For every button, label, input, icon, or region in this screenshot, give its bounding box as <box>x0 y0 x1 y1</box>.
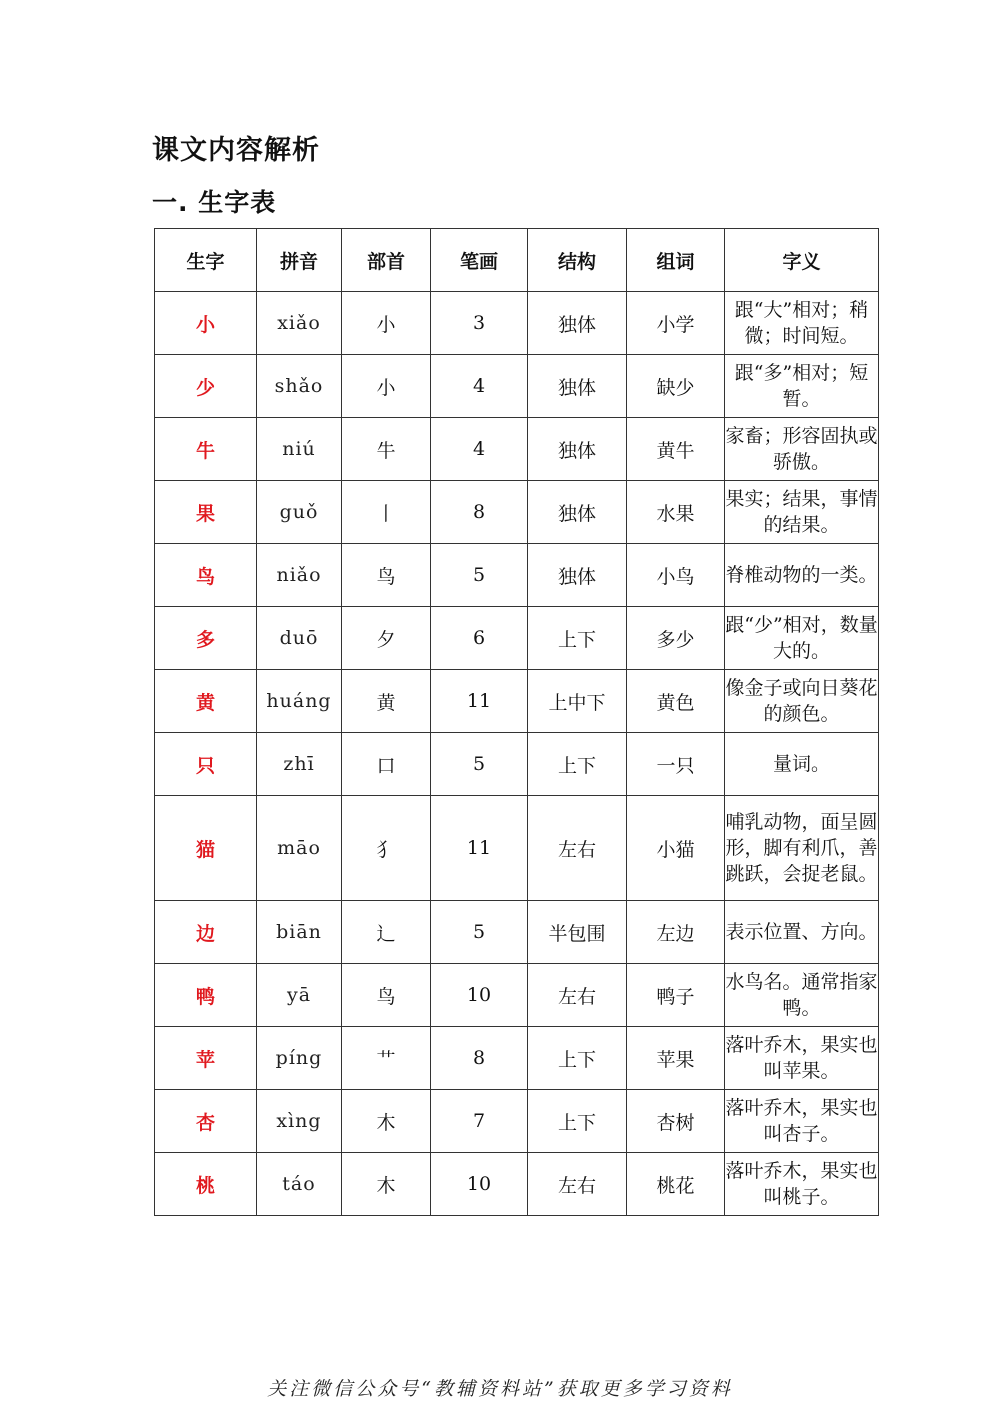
radical-cell: 艹 <box>342 1027 431 1090</box>
meaning-cell: 哺乳动物，面呈圆形，脚有利爪，善跳跃，会捉老鼠。 <box>725 796 879 901</box>
char-cell: 杏 <box>155 1090 257 1153</box>
strokes-cell: 8 <box>431 1027 528 1090</box>
strokes-cell: 7 <box>431 1090 528 1153</box>
char-cell: 少 <box>155 355 257 418</box>
radical-cell: 口 <box>342 733 431 796</box>
strokes-cell: 5 <box>431 901 528 964</box>
table-row <box>155 355 879 418</box>
word-cell: 多少 <box>627 607 725 670</box>
word-cell: 左边 <box>627 901 725 964</box>
strokes-cell: 5 <box>431 544 528 607</box>
footer-note: 关注微信公众号“教辅资料站”获取更多学习资料 <box>267 1378 733 1400</box>
word-cell: 一只 <box>627 733 725 796</box>
strokes-cell: 11 <box>431 796 528 901</box>
pinyin-cell: māo <box>257 796 342 901</box>
char-cell: 牛 <box>155 418 257 481</box>
char-cell: 鸭 <box>155 964 257 1027</box>
radical-cell: 丨 <box>342 481 431 544</box>
strokes-cell: 11 <box>431 670 528 733</box>
strokes-cell: 4 <box>431 418 528 481</box>
word-cell: 鸭子 <box>627 964 725 1027</box>
char-cell: 只 <box>155 733 257 796</box>
pinyin-cell: xìng <box>257 1090 342 1153</box>
table-row <box>155 481 879 544</box>
word-cell: 小鸟 <box>627 544 725 607</box>
header-char: 生字 <box>155 229 257 292</box>
radical-cell: 小 <box>342 292 431 355</box>
char-cell: 多 <box>155 607 257 670</box>
structure-cell: 左右 <box>528 796 627 901</box>
meaning-cell: 量词。 <box>725 733 879 796</box>
word-cell: 黄色 <box>627 670 725 733</box>
section-title: 一. 生字表 <box>152 188 277 217</box>
radical-cell: 鸟 <box>342 964 431 1027</box>
radical-cell: 木 <box>342 1090 431 1153</box>
word-cell: 小猫 <box>627 796 725 901</box>
header-pinyin: 拼音 <box>257 229 342 292</box>
strokes-cell: 4 <box>431 355 528 418</box>
char-cell: 猫 <box>155 796 257 901</box>
pinyin-cell: guǒ <box>257 481 342 544</box>
word-cell: 小学 <box>627 292 725 355</box>
table-row <box>155 418 879 481</box>
table-row <box>155 1090 879 1153</box>
meaning-cell: 像金子或向日葵花的颜色。 <box>725 670 879 733</box>
strokes-cell: 3 <box>431 292 528 355</box>
meaning-cell: 落叶乔木，果实也叫桃子。 <box>725 1153 879 1216</box>
pinyin-cell: táo <box>257 1153 342 1216</box>
word-cell: 缺少 <box>627 355 725 418</box>
table-row <box>155 796 879 901</box>
table-row <box>155 1153 879 1216</box>
structure-cell: 独体 <box>528 418 627 481</box>
table-row <box>155 733 879 796</box>
table-row <box>155 292 879 355</box>
word-cell: 桃花 <box>627 1153 725 1216</box>
char-cell: 黄 <box>155 670 257 733</box>
table-row <box>155 544 879 607</box>
header-strokes: 笔画 <box>431 229 528 292</box>
structure-cell: 上下 <box>528 733 627 796</box>
char-cell: 桃 <box>155 1153 257 1216</box>
structure-cell: 上下 <box>528 1090 627 1153</box>
header-word: 组词 <box>627 229 725 292</box>
pinyin-cell: biān <box>257 901 342 964</box>
structure-cell: 左右 <box>528 964 627 1027</box>
pinyin-cell: píng <box>257 1027 342 1090</box>
table-row <box>155 607 879 670</box>
meaning-cell: 果实；结果，事情的结果。 <box>725 481 879 544</box>
char-cell: 鸟 <box>155 544 257 607</box>
structure-cell: 独体 <box>528 355 627 418</box>
pinyin-cell: duō <box>257 607 342 670</box>
word-cell: 黄牛 <box>627 418 725 481</box>
structure-cell: 上下 <box>528 1027 627 1090</box>
radical-cell: 辶 <box>342 901 431 964</box>
char-cell: 小 <box>155 292 257 355</box>
structure-cell: 独体 <box>528 544 627 607</box>
character-table <box>154 228 879 1216</box>
strokes-cell: 6 <box>431 607 528 670</box>
char-cell: 苹 <box>155 1027 257 1090</box>
structure-cell: 上下 <box>528 607 627 670</box>
word-cell: 杏树 <box>627 1090 725 1153</box>
pinyin-cell: zhī <box>257 733 342 796</box>
structure-cell: 独体 <box>528 481 627 544</box>
char-cell: 果 <box>155 481 257 544</box>
radical-cell: 木 <box>342 1153 431 1216</box>
pinyin-cell: huáng <box>257 670 342 733</box>
page-title: 课文内容解析 <box>152 135 320 166</box>
table-row <box>155 1027 879 1090</box>
pinyin-cell: shǎo <box>257 355 342 418</box>
strokes-cell: 10 <box>431 1153 528 1216</box>
header-meaning: 字义 <box>725 229 879 292</box>
pinyin-cell: yā <box>257 964 342 1027</box>
structure-cell: 独体 <box>528 292 627 355</box>
radical-cell: 夕 <box>342 607 431 670</box>
strokes-cell: 10 <box>431 964 528 1027</box>
structure-cell: 左右 <box>528 1153 627 1216</box>
structure-cell: 半包围 <box>528 901 627 964</box>
meaning-cell: 跟“少”相对，数量大的。 <box>725 607 879 670</box>
header-structure: 结构 <box>528 229 627 292</box>
meaning-cell: 落叶乔木，果实也叫苹果。 <box>725 1027 879 1090</box>
strokes-cell: 5 <box>431 733 528 796</box>
header-radical: 部首 <box>342 229 431 292</box>
table-header-row <box>155 229 879 292</box>
table-row <box>155 964 879 1027</box>
meaning-cell: 水鸟名。通常指家鸭。 <box>725 964 879 1027</box>
radical-cell: 鸟 <box>342 544 431 607</box>
radical-cell: 犭 <box>342 796 431 901</box>
meaning-cell: 跟“多”相对；短暂。 <box>725 355 879 418</box>
pinyin-cell: niǎo <box>257 544 342 607</box>
word-cell: 水果 <box>627 481 725 544</box>
word-cell: 苹果 <box>627 1027 725 1090</box>
table-row <box>155 670 879 733</box>
meaning-cell: 家畜；形容固执或骄傲。 <box>725 418 879 481</box>
radical-cell: 小 <box>342 355 431 418</box>
radical-cell: 黄 <box>342 670 431 733</box>
strokes-cell: 8 <box>431 481 528 544</box>
meaning-cell: 跟“大”相对；稍微；时间短。 <box>725 292 879 355</box>
meaning-cell: 表示位置、方向。 <box>725 901 879 964</box>
char-cell: 边 <box>155 901 257 964</box>
radical-cell: 牛 <box>342 418 431 481</box>
pinyin-cell: niú <box>257 418 342 481</box>
meaning-cell: 落叶乔木，果实也叫杏子。 <box>725 1090 879 1153</box>
structure-cell: 上中下 <box>528 670 627 733</box>
meaning-cell: 脊椎动物的一类。 <box>725 544 879 607</box>
table-row <box>155 901 879 964</box>
pinyin-cell: xiǎo <box>257 292 342 355</box>
